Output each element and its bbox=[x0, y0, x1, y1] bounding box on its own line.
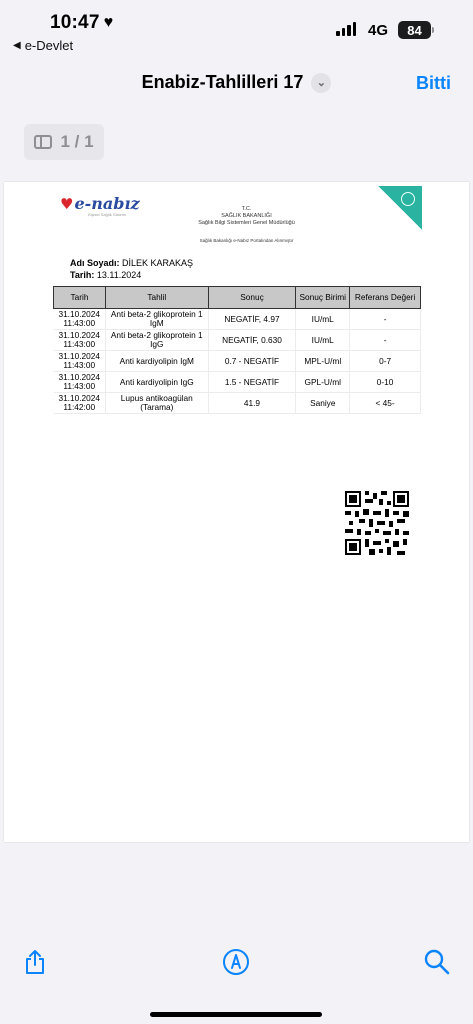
cell-test: Anti kardiyolipin IgG bbox=[105, 372, 208, 393]
logo-tagline: Kişisel Sağlık Sistemi bbox=[88, 212, 127, 217]
cell-date: 31.10.2024 11:43:00 bbox=[54, 351, 106, 372]
back-to-app-link[interactable] bbox=[13, 38, 73, 53]
column-header-reference: Referans Değeri bbox=[350, 287, 421, 309]
battery-tip bbox=[432, 27, 434, 33]
cell-test: Anti beta-2 glikoprotein 1 IgM bbox=[105, 309, 208, 330]
markup-icon[interactable] bbox=[222, 948, 250, 976]
cellular-signal-icon bbox=[336, 22, 356, 36]
network-type: 4G bbox=[368, 22, 389, 39]
page-count: 1 / 1 bbox=[60, 132, 94, 151]
table-row bbox=[54, 393, 421, 414]
header-line-3: Sağlık Bilgi Sistemleri Genel Müdürlüğü bbox=[198, 220, 295, 226]
logo-text: e-nabız bbox=[74, 194, 140, 213]
table-header-row bbox=[54, 287, 421, 309]
column-header-test: Tahlil bbox=[105, 287, 208, 309]
cell-result: NEGATİF, 0.630 bbox=[208, 330, 296, 351]
battery-level: 84 bbox=[407, 22, 422, 38]
report-date-label: Tarih: bbox=[70, 270, 95, 280]
heart-icon: ♥ bbox=[103, 14, 114, 31]
cell-unit: Saniye bbox=[296, 393, 350, 414]
done-button[interactable]: Bitti bbox=[416, 73, 451, 93]
patient-name-label: Adı Soyadı: bbox=[70, 258, 120, 268]
cell-result: NEGATİF, 4.97 bbox=[208, 309, 296, 330]
cell-reference: 0-7 bbox=[350, 351, 421, 372]
document-title-button[interactable] bbox=[0, 72, 473, 93]
report-date: 13.11.2024 bbox=[96, 270, 142, 280]
table-row bbox=[54, 330, 421, 351]
ministry-corner-logo bbox=[378, 186, 422, 230]
lab-results-table bbox=[53, 286, 421, 414]
cell-reference: 0-10 bbox=[350, 372, 421, 393]
patient-name-row bbox=[70, 258, 193, 268]
cell-reference: - bbox=[350, 309, 421, 330]
back-triangle-icon: ◀ bbox=[13, 40, 21, 51]
battery-icon bbox=[398, 21, 431, 39]
ministry-emblem-icon bbox=[401, 192, 415, 206]
patient-name: DİLEK KARAKAŞ bbox=[122, 258, 194, 268]
cell-unit: GPL-U/ml bbox=[296, 372, 350, 393]
cell-date: 31.10.2024 11:42:00 bbox=[54, 393, 106, 414]
chevron-down-icon: ⌄ bbox=[311, 73, 331, 93]
home-indicator[interactable] bbox=[150, 1012, 322, 1017]
document-title: Enabiz-Tahlilleri 17 bbox=[141, 72, 304, 92]
cell-date: 31.10.2024 11:43:00 bbox=[54, 309, 106, 330]
cell-date: 31.10.2024 11:43:00 bbox=[54, 330, 106, 351]
report-date-row bbox=[70, 270, 141, 280]
status-time bbox=[50, 12, 113, 34]
time-text: 10:47 bbox=[50, 12, 100, 33]
heart-logo-icon: ♥ bbox=[60, 194, 74, 213]
column-header-date: Tarih bbox=[54, 287, 106, 309]
header-line-2: SAĞLIK BAKANLIĞI bbox=[221, 213, 272, 219]
page-indicator[interactable] bbox=[24, 124, 104, 160]
share-icon[interactable] bbox=[21, 948, 49, 976]
sidebar-icon bbox=[34, 135, 52, 149]
header-line-1: T.C. bbox=[241, 206, 252, 212]
column-header-result: Sonuç bbox=[208, 287, 296, 309]
search-icon[interactable] bbox=[423, 948, 451, 976]
cell-result: 41.9 bbox=[208, 393, 296, 414]
cell-reference: < 45- bbox=[350, 393, 421, 414]
cell-unit: MPL-U/ml bbox=[296, 351, 350, 372]
status-bar bbox=[0, 0, 473, 56]
qr-code-icon bbox=[345, 491, 409, 555]
back-app-label: e-Devlet bbox=[24, 38, 74, 53]
table-row bbox=[54, 309, 421, 330]
table-row bbox=[54, 351, 421, 372]
cell-test: Anti beta-2 glikoprotein 1 IgG bbox=[105, 330, 208, 351]
cell-result: 0.7 - NEGATİF bbox=[208, 351, 296, 372]
cell-unit: IU/mL bbox=[296, 309, 350, 330]
document-header bbox=[144, 206, 349, 244]
cell-reference: - bbox=[350, 330, 421, 351]
cell-test: Anti kardiyolipin IgM bbox=[105, 351, 208, 372]
column-header-unit: Sonuç Birimi bbox=[296, 287, 350, 309]
document-page bbox=[4, 182, 469, 842]
cell-date: 31.10.2024 11:43:00 bbox=[54, 372, 106, 393]
header-note: Sağlık Bakanlığı e-Nabız Portalından Alınmıştır bbox=[199, 238, 294, 243]
cell-result: 1.5 - NEGATİF bbox=[208, 372, 296, 393]
enabiz-logo bbox=[60, 194, 140, 217]
cell-test: Lupus antikoagülan (Tarama) bbox=[105, 393, 208, 414]
table-row bbox=[54, 372, 421, 393]
cell-unit: IU/mL bbox=[296, 330, 350, 351]
